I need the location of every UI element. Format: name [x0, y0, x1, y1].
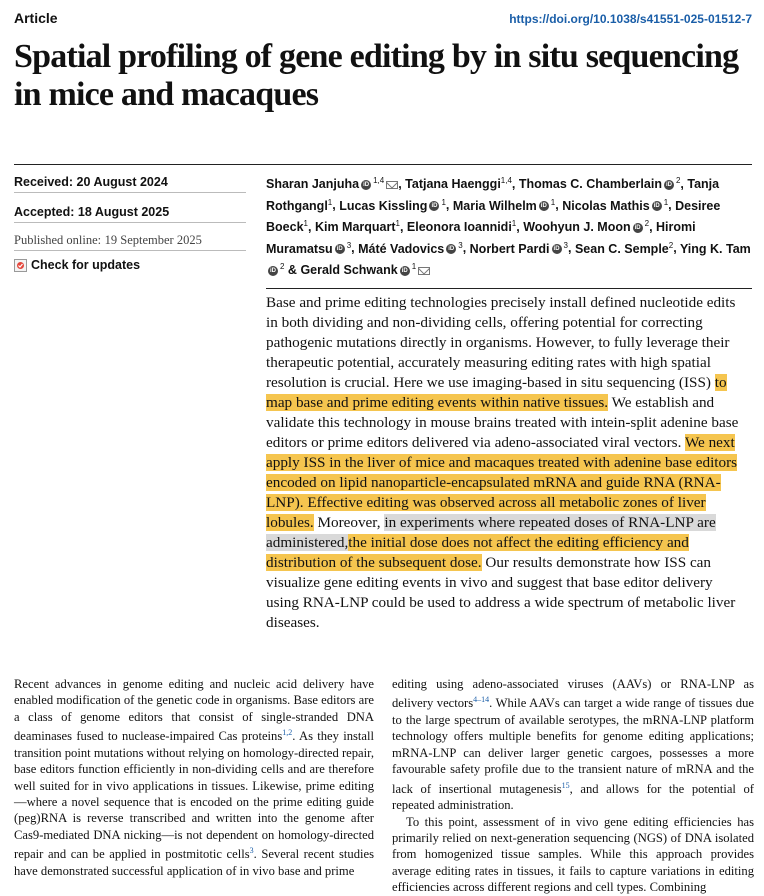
affiliation-ref: 1 [395, 218, 400, 228]
citation-ref[interactable]: 15 [561, 780, 570, 790]
body-text: editing using adeno-associated viruses (AAVs) or RNA-LNP as delivery vectors [392, 677, 754, 711]
citation-ref[interactable]: 4–14 [473, 695, 490, 705]
affiliation-ref: 1 [550, 197, 556, 207]
body-text: To this point, assessment of in vivo gene editing efficiencies has primarily relied on next-generation sequencing (NGS) of DNA isolated from homogenized tissue samples. While this approach provides average editing rates in tissues, it fails to capture variations in editing efficiencies across different regions and cell types. Combining [392, 814, 754, 895]
author-name[interactable]: Sean C. Semple [574, 241, 669, 256]
author-separator: , [680, 177, 688, 192]
abstract-highlight-1: to map base and prime editing events within native tissues. [266, 374, 727, 411]
affiliation-ref: 1 [411, 261, 417, 271]
author-separator: , [555, 198, 563, 213]
received-date: 20 August 2024 [76, 175, 168, 189]
authors-divider [266, 288, 752, 289]
body-paragraph [14, 676, 374, 879]
mail-icon[interactable] [418, 267, 430, 275]
orcid-icon[interactable]: iD [634, 224, 641, 231]
received-label: Received: [14, 175, 74, 189]
body-text: , and allows for the potential of repeated administration. [392, 781, 754, 813]
citation-ref[interactable]: 1,2 [282, 728, 293, 738]
author-entry [315, 220, 400, 234]
body-column-left [14, 676, 374, 879]
orcid-icon[interactable]: iD [401, 267, 408, 274]
published-row [14, 230, 246, 251]
author-name[interactable]: Máté Vadovics [358, 241, 445, 256]
author-entry [339, 199, 446, 213]
author-name[interactable]: Desiree Boeck [266, 198, 721, 235]
author-list [266, 172, 754, 279]
orcid-icon[interactable]: iD [665, 181, 672, 188]
body-paragraph [392, 814, 754, 896]
body-column-right [392, 676, 754, 896]
author-entry [300, 263, 430, 277]
accepted-label: Accepted: [14, 205, 75, 219]
author-separator: , [568, 241, 575, 256]
author-name[interactable]: Nicolas Mathis [562, 198, 650, 213]
affiliation-ref: 1 [327, 197, 333, 207]
body-text: Recent advances in genome editing and nucleic acid delivery have enabled modification of the genetic code in organisms. Base editors are a class of genome editors that consist of single-stranded DNA deaminases fused to nuclease-impaired Cas proteins [14, 677, 374, 744]
author-separator: , [668, 198, 676, 213]
abstract-text-1: Base and prime editing technologies precisely install defined nucleotide edits in both dividing and non-dividing cells, offering potential for correcting pathogenic mutations directly in organisms. However, to fully leverage their therapeutic potential, accurately measuring editing rates with high spatial resolution is crucial. Here we use imaging-based in situ sequencing (ISS) [266, 294, 736, 391]
author-separator: , [351, 241, 359, 256]
author-entry [358, 242, 463, 256]
author-name[interactable]: Tatjana Haenggi [405, 177, 501, 192]
check-updates-icon [14, 259, 27, 272]
received-row [14, 172, 246, 193]
accepted-date: 18 August 2025 [77, 205, 170, 219]
author-separator: , [649, 220, 657, 235]
doi-link[interactable]: https://doi.org/10.1038/s41551-025-01512-7 [509, 12, 752, 26]
author-name[interactable]: Maria Wilhelm [452, 198, 537, 213]
author-name[interactable]: Tanja Rothgangl [266, 177, 720, 213]
author-separator: , [511, 177, 519, 192]
author-entry [562, 199, 668, 213]
abstract-grey-highlight: in experiments where repeated doses of RNA-LNP are administered, [266, 514, 716, 551]
author-name[interactable]: Woohyun J. Moon [523, 220, 631, 235]
affiliation-ref: 2 [644, 218, 650, 228]
affiliation-ref: 1 [441, 197, 446, 207]
author-name[interactable]: Lucas Kissling [339, 198, 428, 213]
author-separator: , [307, 220, 315, 235]
header-divider [14, 164, 752, 165]
author-separator: , [462, 241, 470, 256]
author-entry [519, 177, 681, 191]
orcid-icon[interactable]: iD [448, 246, 455, 253]
author-separator: , [399, 220, 407, 235]
check-for-updates-button[interactable] [14, 258, 140, 272]
abstract [266, 293, 748, 633]
body-text: . While AAVs can target a wide range of tissues due to the large spectrum of available serotypes, the mRNA-LNP platform technology offers multiple benefits for genome editing applications; mRNA-LNP can deliver larger genetic cargoes, possesses a more favourable safety profile due to the transient nature of mRNA and the lack of insertional mutagenesis [392, 696, 754, 796]
author-separator: , [332, 198, 340, 213]
article-title: Spatial profiling of gene editing by in situ sequencing in mice and macaques [14, 38, 739, 113]
orcid-icon[interactable]: iD [270, 267, 276, 274]
body-paragraph [392, 676, 754, 814]
article-type-label: Article [14, 10, 58, 26]
affiliation-ref: 1,4 [500, 176, 512, 185]
author-name[interactable]: Ying K. Tam [679, 241, 751, 256]
affiliation-ref: 3 [346, 240, 352, 250]
author-entry [266, 177, 398, 191]
abstract-highlight-3: the initial dose does not affect the editing efficiency and distribution of the subsequent dose. [266, 534, 689, 571]
orcid-icon[interactable]: iD [363, 181, 370, 188]
author-separator: , [673, 241, 680, 256]
author-entry [575, 242, 673, 256]
affiliation-ref: 2 [675, 176, 681, 185]
affiliation-ref: 2 [668, 240, 674, 250]
affiliation-ref: 2 [280, 261, 285, 271]
author-name[interactable]: Hiromi Muramatsu [266, 220, 696, 256]
author-name[interactable]: Norbert Pardi [469, 241, 550, 256]
published-date: 19 September 2025 [104, 233, 202, 247]
affiliation-ref: 1 [511, 218, 517, 228]
author-entry [405, 177, 512, 191]
affiliation-ref: 1 [663, 197, 669, 207]
affiliation-ref: 1 [303, 218, 308, 228]
author-separator: & [284, 262, 301, 277]
abstract-text-4: Our results demonstrate how ISS can visualize gene editing events in vivo and suggest that base editor delivery using RNA-LNP could be used to address a wide spectrum of metabolic liver diseases. [266, 554, 736, 631]
affiliation-ref: 3 [563, 240, 568, 250]
author-name[interactable]: Gerald Schwank [300, 262, 398, 277]
orcid-icon[interactable]: iD [553, 246, 560, 253]
affiliation-ref: 3 [458, 240, 463, 250]
orcid-icon[interactable]: iD [540, 203, 547, 210]
author-separator: , [445, 198, 453, 213]
orcid-icon[interactable]: iD [336, 246, 343, 253]
author-name[interactable]: Sharan Janjuha [266, 177, 360, 192]
citation-ref[interactable]: 3 [249, 846, 254, 856]
author-entry [523, 220, 649, 234]
published-label: Published online: [14, 233, 102, 247]
abstract-text-2: We establish and validate this technology in mouse brains treated with intein-split adenine base editors or prime editors delivered via adeno-associated viral vectors. [266, 394, 739, 451]
author-separator: , [516, 220, 524, 235]
author-name[interactable]: Kim Marquart [314, 220, 396, 235]
top-bar [14, 10, 752, 28]
affiliation-ref: 1,4 [373, 176, 385, 185]
author-entry [453, 199, 555, 213]
author-separator: , [398, 177, 406, 192]
orcid-icon[interactable]: iD [653, 203, 660, 210]
body-text: . Several recent studies have demonstrated successful application of in vivo base and prime [14, 847, 374, 878]
author-entry [407, 220, 516, 234]
author-name[interactable]: Thomas C. Chamberlain [518, 177, 662, 192]
abstract-highlight-2: We next apply ISS in the liver of mice and macaques treated with adenine base editors encoded on lipid nanoparticle-encapsulated mRNA and guide RNA (RNA-LNP). Effective editing was observed across all metabolic zones of liver lobules. [266, 434, 738, 531]
author-entry [470, 242, 568, 256]
orcid-icon[interactable]: iD [431, 203, 438, 210]
mail-icon[interactable] [386, 181, 398, 189]
abstract-text-3: Moreover, [317, 514, 381, 531]
author-name[interactable]: Eleonora Ioannidi [406, 220, 512, 235]
body-text: . As they install transition point mutations without relying on homology-directed repair, base editors function efficiently in non-dividing cells and are therefore well suited for in vivo applications in tissues. Likewise, prime editing—where a novel sequence that is encoded on the prime editing guide (peg)RNA is reverse transcribed and written into the genome after Cas9-mediated DNA nicking—is not dependent on homology-directed repair and can be applied in postmitotic cells [14, 729, 374, 862]
accepted-row [14, 202, 246, 223]
check-updates-label: Check for updates [31, 258, 141, 272]
